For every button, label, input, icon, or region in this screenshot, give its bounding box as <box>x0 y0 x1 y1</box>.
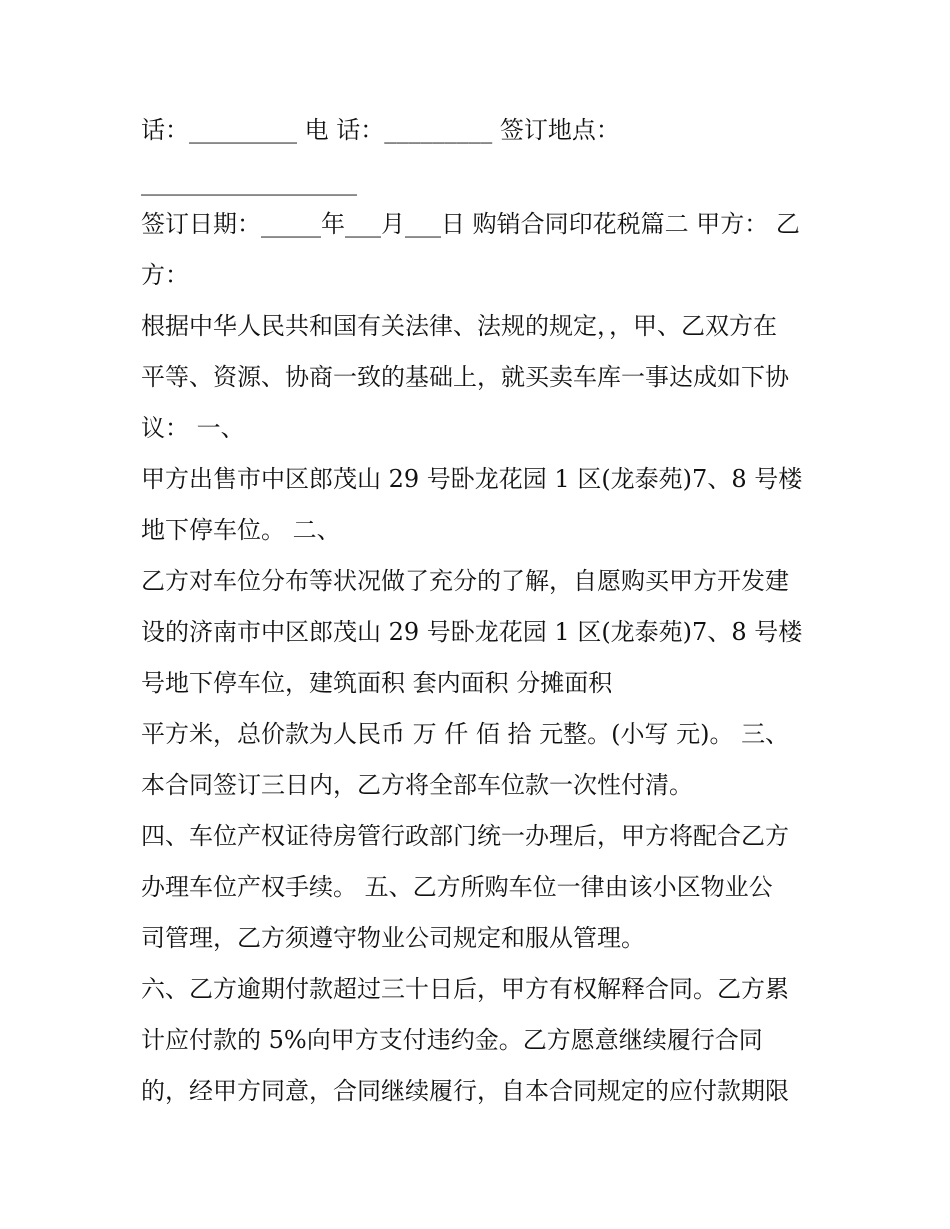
text-line: 签订日期：_____年___月___日 购销合同印花税篇二 甲方： 乙 <box>141 210 800 238</box>
text-line: 乙方对车位分布等状况做了充分的了解，自愿购买甲方开发建 <box>141 567 789 595</box>
text-line: 根据中华人民共和国有关法律、法规的规定，，甲、乙双方在 <box>141 312 777 340</box>
text-line: 计应付款的 5%向甲方支付违约金。乙方愿意继续履行合同 <box>141 1026 763 1054</box>
text-line: 本合同签订三日内，乙方将全部车位款一次性付清。 <box>141 771 693 799</box>
text-line: 方： <box>141 261 189 289</box>
text-line: 四、车位产权证待房管行政部门统一办理后，甲方将配合乙方 <box>141 822 789 850</box>
text-line: 六、乙方逾期付款超过三十日后，甲方有权解释合同。乙方累 <box>141 975 789 1003</box>
text-line: 地下停车位。 二、 <box>141 516 341 544</box>
text-line: 设的济南市中区郎茂山 29 号卧龙花园 1 区(龙泰苑)7、8 号楼 <box>141 618 803 646</box>
text-line: 号地下停车位，建筑面积 套内面积 分摊面积 <box>141 669 613 697</box>
text-line: 议： 一、 <box>141 414 245 442</box>
text-line: 甲方出售市中区郎茂山 29 号卧龙花园 1 区(龙泰苑)7、8 号楼 <box>141 465 803 493</box>
text-line: 平等、资源、协商一致的基础上，就买卖车库一事达成如下协 <box>141 363 789 391</box>
text-line: 司管理，乙方须遵守物业公司规定和服从管理。 <box>141 924 645 952</box>
text-line: 平方米，总价款为人民币 万 仟 佰 拾 元整。(小写 元)。 三、 <box>141 720 790 748</box>
text-line: 办理车位产权手续。 五、乙方所购车位一律由该小区物业公 <box>141 873 773 901</box>
text-line: 的，经甲方同意，合同继续履行，自本合同规定的应付款期限 <box>141 1077 789 1105</box>
signature-blank-line: __________________ <box>141 168 357 196</box>
text-line: 话：_________ 电 话：_________ 签订地点： <box>141 116 620 144</box>
